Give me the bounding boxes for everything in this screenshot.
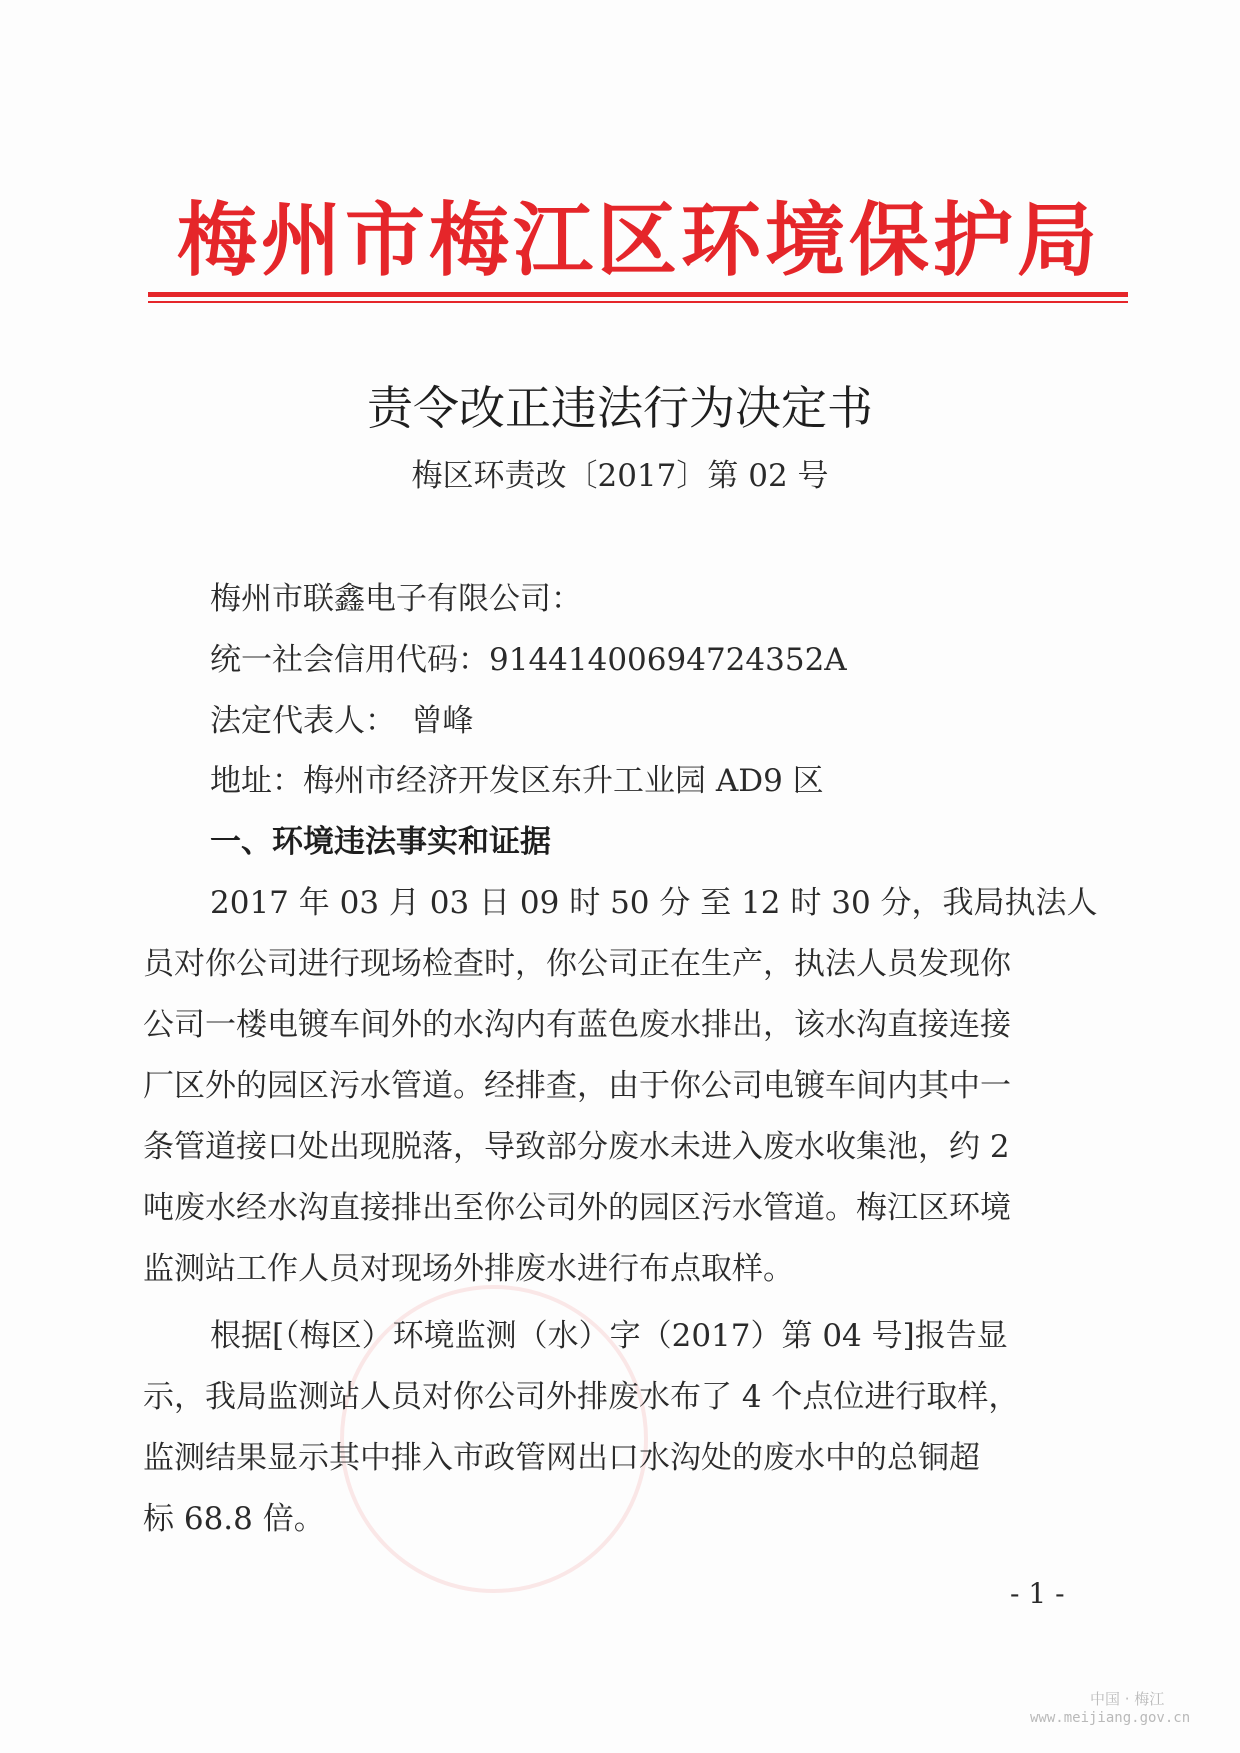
recipient-address: 地址：梅州市经济开发区东升工业园 AD9 区 bbox=[210, 763, 824, 799]
paragraph1-line: 2017 年 03 月 03 日 09 时 50 分 至 12 时 30 分，我局执法人 bbox=[210, 885, 1098, 921]
document-number: 梅区环责改〔2017〕第 02 号 bbox=[411, 458, 829, 494]
recipient-credit-code: 统一社会信用代码：91441400694724352A bbox=[210, 642, 847, 678]
paragraph1-line: 条管道接口处出现脱落，导致部分废水未进入废水收集池，约 2 bbox=[143, 1129, 1010, 1165]
section-heading-violation-facts: 一、环境违法事实和证据 bbox=[210, 824, 551, 860]
recipient-company: 梅州市联鑫电子有限公司： bbox=[210, 581, 582, 617]
footer-site-label: 中国 · 梅江 bbox=[1090, 1690, 1165, 1708]
paragraph1-line: 监测站工作人员对现场外排废水进行布点取样。 bbox=[143, 1251, 794, 1287]
paragraph1-line: 员对你公司进行现场检查时，你公司正在生产，执法人员发现你 bbox=[143, 946, 1011, 982]
footer-site-url: www.meijiang.gov.cn bbox=[1030, 1710, 1191, 1726]
letterhead-agency-name: 梅州市梅江区环境保护局 bbox=[177, 193, 1101, 287]
letterhead-red-rule-thin bbox=[148, 301, 1128, 303]
paragraph1-line: 厂区外的园区污水管道。经排查，由于你公司电镀车间内其中一 bbox=[143, 1068, 1011, 1104]
paragraph2-line: 标 68.8 倍。 bbox=[143, 1501, 325, 1537]
recipient-legal-representative: 法定代表人： 曾峰 bbox=[210, 703, 474, 739]
paragraph2-line: 根据[（梅区）环境监测（水）字（2017）第 04 号]报告显 bbox=[210, 1318, 1008, 1354]
document-title: 责令改正违法行为决定书 bbox=[367, 381, 873, 435]
paragraph1-line: 公司一楼电镀车间外的水沟内有蓝色废水排出，该水沟直接连接 bbox=[143, 1007, 1011, 1043]
page-number: - 1 - bbox=[1010, 1577, 1065, 1610]
paragraph2-line: 示，我局监测站人员对你公司外排废水布了 4 个点位进行取样， bbox=[143, 1379, 1020, 1415]
paragraph2-line: 监测结果显示其中排入市政管网出口水沟处的废水中的总铜超 bbox=[143, 1440, 980, 1476]
letterhead-red-rule-thick bbox=[148, 292, 1128, 297]
paragraph1-line: 吨废水经水沟直接排出至你公司外的园区污水管道。梅江区环境 bbox=[143, 1190, 1011, 1226]
